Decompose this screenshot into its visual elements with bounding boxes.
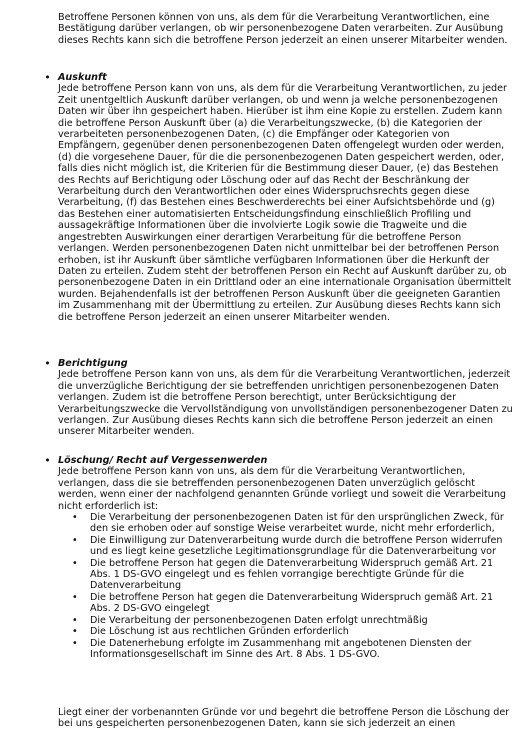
list-item [58, 535, 514, 558]
section-berichtigung [37, 358, 514, 438]
section-text: Jede betroffene Person kann von uns, als dem für die Verarbeitung Verantwortlichen, zu jeder Zeit unentgeltlich Auskunft darüber verlangen, ob und wenn ja welche personenbezogenen Daten wir über ihn gespeichert haben. Hierüber ist ihm eine Kopie zu erstellen. Zudem kann die betroffene Person Auskunft über (a) die Verarbeitungszwecke, (b) die Kategorien der verarbeiteten personenbezogenen Daten, (c) die Empfänger oder Kategorien von Empfängern, gegenüber denen personenbezogenen Daten offengelegt wurden oder werden, (d) die vorgesehene Dauer, für die die personenbezogenen Daten gespeichert werden, oder, falls dies nicht möglich ist, die Kriterien für die Bestimmung dieser Dauer, (e) das Bestehen des Rechts auf Berichtigung oder Löschung oder auf das Recht der Beschränkung der Verarbeitung durch den Verantwortlichen oder eines Widerspruchsrechts gegen diese Verarbeitung, (f) das Bestehen eines Beschwerderechts bei einer Aufsichtsbehörde und (g) das Bestehen einer automatisierten Entscheidungsfindung einschließlich Profiling und aussagekräftige Informationen über die involvierte Logik sowie die Tragweite und die angestrebten Auswirkungen einer derartigen Verarbeitung für die betroffene Person verlangen. Werden personenbezogenen Daten nicht unmittelbar bei der betroffenen Person erhoben, ist ihr Auskunft über sämtliche verfügbaren Informationen über die Herkunft der Daten zu erteilen. Zudem steht der betroffenen Person ein Recht auf Auskunft darüber zu, ob personenbezogene Daten in ein Drittland oder an eine internationale Organisation übermittelt wurden. Bejahendenfalls ist der betroffenen Person Auskunft über die geeigneten Garantien im Zusammenhang mit der Übermittlung zu erteilen. Zur Ausübung dieses Rechts kann sich die betroffene Person jederzeit an einen unserer Mitarbeiter wenden. [58, 83, 512, 323]
section-auskunft [37, 72, 514, 323]
list-item [58, 626, 514, 637]
list-item [58, 638, 514, 661]
list-item [58, 615, 514, 626]
list-item-text: Die Einwilligung zur Datenverarbeitung wurde durch die betroffene Person widerrufen und es liegt keine gesetzliche Legitimationsgrundlage für die Datenverarbeitung vor [90, 534, 503, 558]
list-item [58, 592, 514, 615]
list-item-text: Die Verarbeitung der personenbezogenen Daten ist für den ursprünglichen Zweck, für den sie erhoben oder auf sonstige Weise verarbeitet wurde, nicht mehr erforderlich, [90, 512, 504, 535]
bullet-icon: • [72, 626, 78, 638]
list-item-text: Die betroffene Person hat gegen die Datenverarbeitung Widerspruch gemäß Art. 21 Abs. 1 DS-GVO eingelegt und es fehlen vorrangige berechtigte Gründe für die Datenverarbeitung [90, 557, 494, 592]
bullet-icon: • [44, 454, 51, 467]
intro-paragraph: Betroffene Personen können von uns, als dem für die Verarbeitung Verantwortlichen, eine Bestätigung darüber verlangen, ob wir personenbezogene Daten verarbeiten. Zur Ausübung dieses Rechts kann sich die betroffene Person jederzeit an einen unserer Mitarbeiter wenden. [58, 12, 508, 46]
deletion-reasons-list [58, 512, 514, 660]
list-item-text: Die Verarbeitung der personenbezogenen Daten erfolgt unrechtmäßig [90, 614, 428, 626]
section-text: Jede betroffene Person kann von uns, als dem für die Verarbeitung Verantwortlichen, jederzeit die unverzügliche Berichtigung der sie betreffenden unrichtigen personenbezogenen Daten verlangen. Zudem ist die betroffene Person berechtigt, unter Berücksichtigung der Verarbeitungszwecke die Vervollständigung von unvollständigen personenbezogener Daten zu verlangen. Zur Ausübung dieses Rechts kann sich die betroffene Person jederzeit an einen unserer Mitarbeiter wenden. [58, 369, 513, 438]
section-loeschung [37, 455, 514, 660]
bullet-icon: • [72, 591, 78, 603]
bullet-icon: • [44, 357, 51, 370]
section-title: Löschung/ Recht auf Vergessenwerden [58, 455, 268, 466]
bullet-icon: • [72, 534, 78, 546]
bullet-icon: • [72, 637, 78, 649]
list-item [58, 512, 514, 535]
list-item [58, 558, 514, 592]
bullet-icon: • [72, 557, 78, 569]
section-title: Auskunft [58, 72, 107, 83]
list-item-text: Die Löschung ist aus rechtlichen Gründen erforderlich [90, 626, 349, 638]
list-item-text: Die betroffene Person hat gegen die Datenverarbeitung Widerspruch gemäß Art. 21 Abs. 2 DS-GVO eingelegt [90, 591, 494, 615]
bullet-icon: • [44, 71, 51, 84]
bullet-icon: • [72, 614, 78, 626]
closing-paragraph: Liegt einer der vorbenannten Gründe vor und begehrt die betroffene Person die Löschung der bei uns gespeicherten personenbezogenen Daten, kann sie sich jederzeit an einen [58, 707, 510, 730]
list-item-text: Die Datenerhebung erfolgte im Zusammenhang mit angebotenen Diensten der Informationsgesellschaft im Sinne des Art. 8 Abs. 1 DS-GVO. [90, 637, 472, 660]
section-title: Berichtigung [58, 358, 128, 369]
section-text: Jede betroffene Person kann von uns, als dem für die Verarbeitung Verantwortlichen, verlangen, dass die sie betreffenden personenbezogenen Daten unverzüglich gelöscht werden, wenn einer der nachfolgend genannten Gründe vorliegt und soweit die Verarbeitung nicht erforderlich ist: [58, 466, 506, 512]
bullet-icon: • [72, 512, 78, 524]
